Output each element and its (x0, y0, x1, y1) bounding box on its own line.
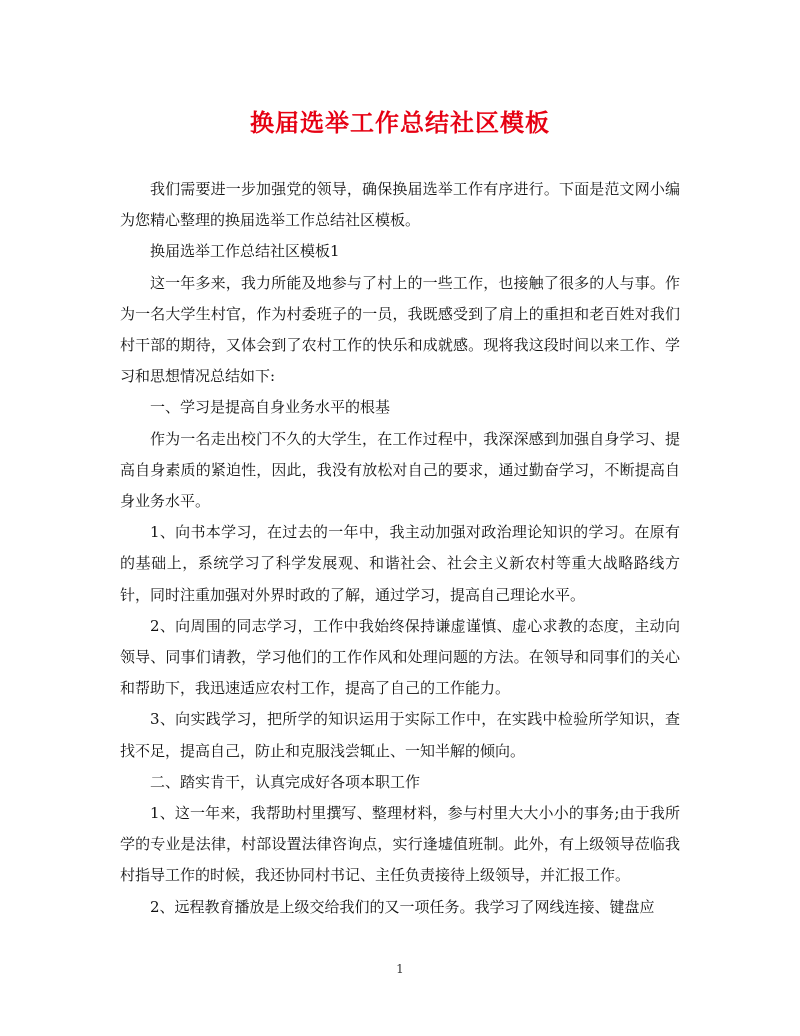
paragraph: 我们需要进一步加强党的领导，确保换届选举工作有序进行。下面是范文网小编为您精心整理的换届选举工作总结社区模板。 (120, 180, 680, 230)
paragraph: 3、向实践学习，把所学的知识运用于实际工作中，在实践中检验所学知识，查找不足，提高自己，防止和克服浅尝辄止、一知半解的倾向。 (120, 710, 680, 760)
paragraph: 这一年多来，我力所能及地参与了村上的一些工作，也接触了很多的人与事。作为一名大学生村官，作为村委班子的一员，我既感受到了肩上的重担和老百姓对我们村干部的期待，又体会到了农村工作的快乐和成就感。现将我这段时间以来工作、学习和思想情况总结如下: (120, 273, 680, 386)
paragraph: 2、远程教育播放是上级交给我们的又一项任务。我学习了网线连接、键盘应 (150, 897, 655, 916)
paragraph: 一、学习是提高自身业务水平的根基 (150, 398, 391, 417)
paragraph: 作为一名走出校门不久的大学生，在工作过程中，我深深感到加强自身学习、提高自身素质的紧迫性，因此，我没有放松对自己的要求，通过勤奋学习，不断提高自身业务水平。 (120, 429, 680, 511)
paragraph: 二、踏实肯干，认真完成好各项本职工作 (150, 772, 421, 791)
paragraph: 换届选举工作总结社区模板1 (150, 242, 340, 261)
document-body (120, 174, 680, 923)
paragraph: 1、这一年来，我帮助村里撰写、整理材料，参与村里大大小小的事务;由于我所学的专业是法律，村部设置法律咨询点，实行逢墟值班制。此外，有上级领导莅临我村指导工作的时候，我还协同村书记、主任负责接待上级领导，并汇报工作。 (120, 804, 680, 885)
paragraph: 1、向书本学习，在过去的一年中，我主动加强对政治理论知识的学习。在原有的基础上，系统学习了科学发展观、和谐社会、社会主义新农村等重大战略路线方针，同时注重加强对外界时政的了解，通过学习，提高自己理论水平。 (120, 523, 680, 604)
document-title: 换届选举工作总结社区模板 (250, 108, 550, 137)
paragraph: 2、向周围的同志学习，工作中我始终保持谦虚谨慎、虚心求教的态度，主动向领导、同事们请教，学习他们的工作作风和处理问题的方法。在领导和同事们的关心和帮助下，我迅速适应农村工作，提高了自己的工作能力。 (120, 616, 680, 698)
page-number: 1 (396, 962, 404, 976)
